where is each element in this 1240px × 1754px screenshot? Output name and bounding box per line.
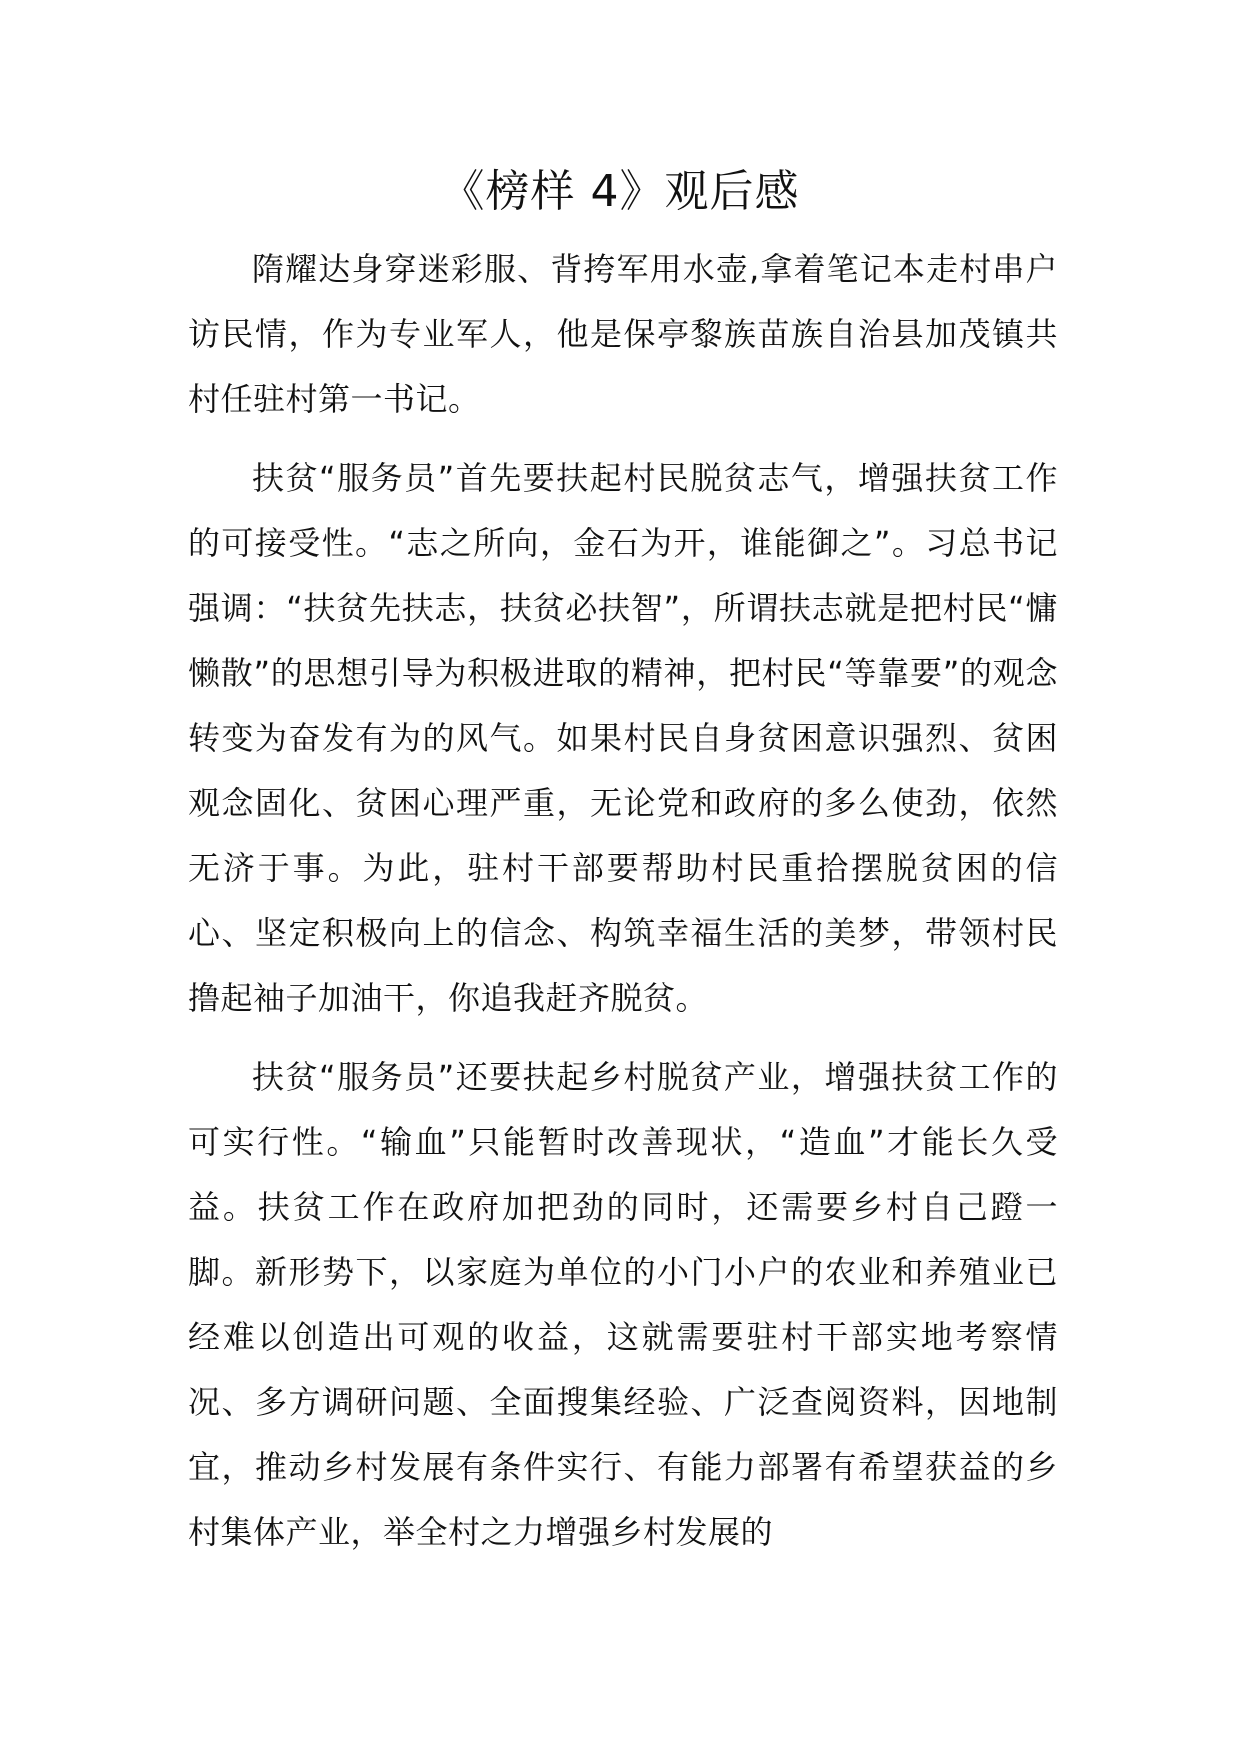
paragraph-3: 扶贫“服务员”还要扶起乡村脱贫产业，增强扶贫工作的可实行性。“输血”只能暂时改善现状，“造血”才能长久受益。扶贫工作在政府加把劲的同时，还需要乡村自己蹬一脚。新形势下，以家庭为单位的小门小户的农业和养殖业已经难以创造出可观的收益，这就需要驻村干部实地考察情况、多方调研问题、全面搜集经验、广泛查阅资料，因地制宜，推动乡村发展有条件实行、有能力部署有希望获益的乡村集体产业，举全村之力增强乡村发展的 (188, 1058, 1058, 1551)
document-body (188, 237, 1058, 1579)
paragraph-1: 隋耀达身穿迷彩服、背挎军用水壶,拿着笔记本走村串户访民情，作为专业军人，他是保亭黎族苗族自治县加茂镇共村任驻村第一书记。 (188, 250, 1058, 418)
paragraph-2: 扶贫“服务员”首先要扶起村民脱贫志气，增强扶贫工作的可接受性。“志之所向，金石为开，谁能御之”。习总书记强调：“扶贫先扶志，扶贫必扶智”，所谓扶志就是把村民“慵懒散”的思想引导为积极进取的精神，把村民“等靠要”的观念转变为奋发有为的风气。如果村民自身贫困意识强烈、贫困观念固化、贫困心理严重，无论党和政府的多么使劲，依然无济于事。为此，驻村干部要帮助村民重拾摆脱贫困的信心、坚定积极向上的信念、构筑幸福生活的美梦，带领村民撸起袖子加油干，你追我赶齐脱贫。 (188, 459, 1058, 1017)
document-title: 《榜样 4》观后感 (440, 166, 800, 217)
